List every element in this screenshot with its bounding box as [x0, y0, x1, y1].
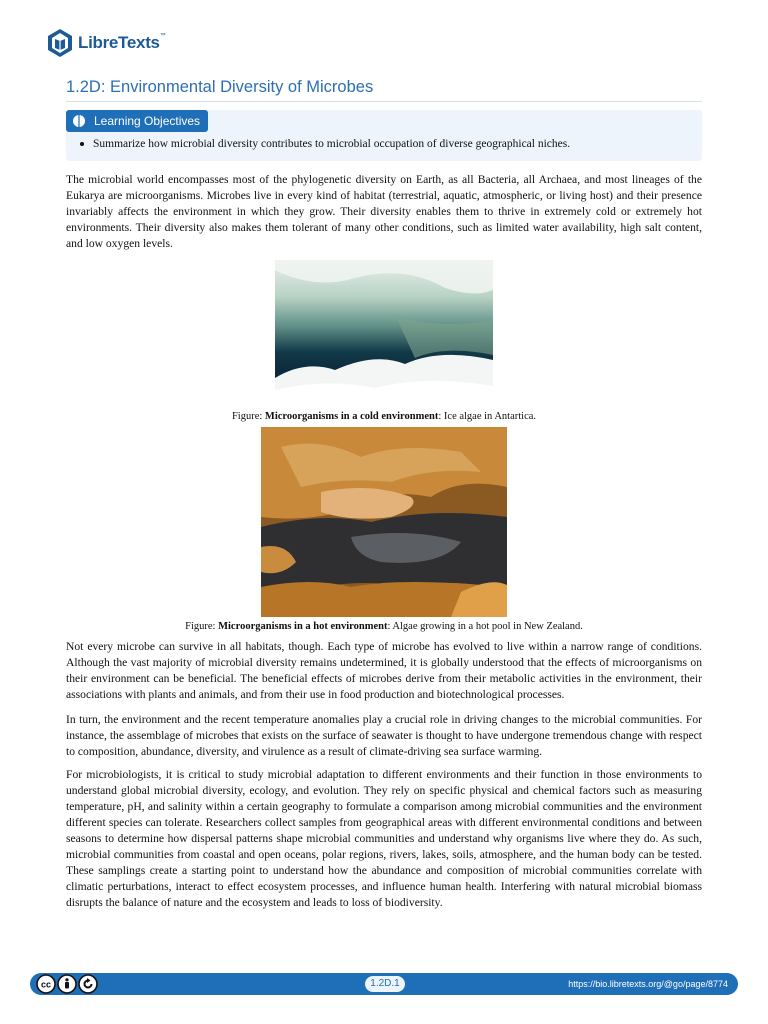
- libretexts-logo-icon: [46, 28, 74, 58]
- brand-name: LibreTexts™: [78, 33, 166, 52]
- figure-caption-title: Microorganisms in a cold environment: [264, 411, 439, 422]
- learning-objectives-header: [66, 110, 208, 132]
- trademark-mark: ™: [159, 33, 166, 39]
- hot-pool-illustration: [261, 427, 507, 617]
- title-divider: [66, 101, 702, 102]
- objective-text: Summarize how microbial diversity contributes to microbial occupation of diverse geographical niches.: [93, 138, 571, 150]
- paragraph-temperature: In turn, the environment and the recent temperature anomalies play a crucial role in driving changes to the microbial communities. For instance, the assemblage of microbes that exists on the surface of seawater is thought to have undergone tremendous change with respect to composition, abundance, diversity, and virulence as a result of climate-driving sea surface warming.: [66, 713, 702, 758]
- learning-objectives-box: [66, 110, 702, 161]
- page-url-link[interactable]: https://bio.libretexts.org/@go/page/8774: [568, 979, 728, 989]
- paragraph-habitats: Not every microbe can survive in all habitats, though. Each type of microbe has evolved to live within a narrow range of conditions. Although the vast majority of microbial diversity remains undetermined, it is globally understood that the effects of microorganisms on their environment can be beneficial. The beneficial effects of microbes derive from their metabolic activities in the environment, their associations with plants and animals, and from their use in food production and biotechnological processes.: [66, 640, 702, 701]
- figure-caption-title: Microorganisms in a hot environment: [218, 621, 388, 632]
- figure-caption-prefix: Figure:: [185, 621, 219, 632]
- bullet-icon: [80, 142, 84, 146]
- paragraph-microbiologists: For microbiologists, it is critical to study microbial adaptation to different environments and their function in those environments to understand global microbial diversity, ecology, and evolution. They rely on specific physical and chemical factors such as measuring temperature, pH, and salinity within a certain geography to formulate a comparison among microbial communities and the environment different species can tolerate. Researchers collect samples from geographical areas with different environmental conditions and between seasons to determine how dispersal patterns shape microbial communities and understand why organisms live where they do. As such, microbial communities from coastal and open oceans, polar regions, rivers, lakes, soils, atmosphere, and the human body can be tested. These samplings create a starting point to understand how the abundance and composition of microbial communities correlate with climatic perturbations, interact to effect ecosystem processes, and influence human health. Interfering with natural microbial biomass disrupts the balance of nature and the ecosystem and leads to loss of biodiversity.: [66, 768, 702, 909]
- figure-caption-prefix: Figure:: [231, 411, 265, 422]
- figure-caption-cold: [66, 411, 702, 422]
- license-icons[interactable]: [36, 974, 99, 994]
- ice-algae-illustration: [275, 260, 493, 408]
- share-alike-icon: [78, 974, 98, 994]
- page-footer: [30, 973, 738, 995]
- ice-algae-image: [275, 260, 493, 408]
- svg-text:cc: cc: [40, 979, 52, 990]
- objective-item: [80, 138, 570, 150]
- learning-objectives-label: Learning Objectives: [94, 114, 201, 128]
- hot-pool-image: [261, 427, 507, 617]
- libretexts-logo[interactable]: [46, 28, 165, 58]
- half-circle-icon: [72, 114, 86, 128]
- figure-caption-text: : Algae growing in a hot pool in New Zealand.: [387, 621, 583, 632]
- page-number-badge: 1.2D.1: [365, 976, 405, 992]
- cc-icon: [36, 974, 56, 994]
- figure-caption-hot: [66, 621, 702, 632]
- attribution-icon: [57, 974, 77, 994]
- paragraph-intro: The microbial world encompasses most of the phylogenetic diversity on Earth, as all Bacteria, all Archaea, and most lineages of the Eukarya are microorganisms. Microbes live in every kind of habitat (terrestrial, aquatic, atmospheric, or living host) and their presence invariably affects the environment in which they grow. Their diversity enables them to thrive in extremely cold or extremely hot environments. Their diversity also makes them tolerant of many other conditions, such as limited water availability, high salt content, and low oxygen levels.: [66, 173, 702, 250]
- page-title: 1.2D: Environmental Diversity of Microbes: [66, 78, 374, 96]
- figure-caption-text: : Ice algae in Antartica.: [438, 411, 537, 422]
